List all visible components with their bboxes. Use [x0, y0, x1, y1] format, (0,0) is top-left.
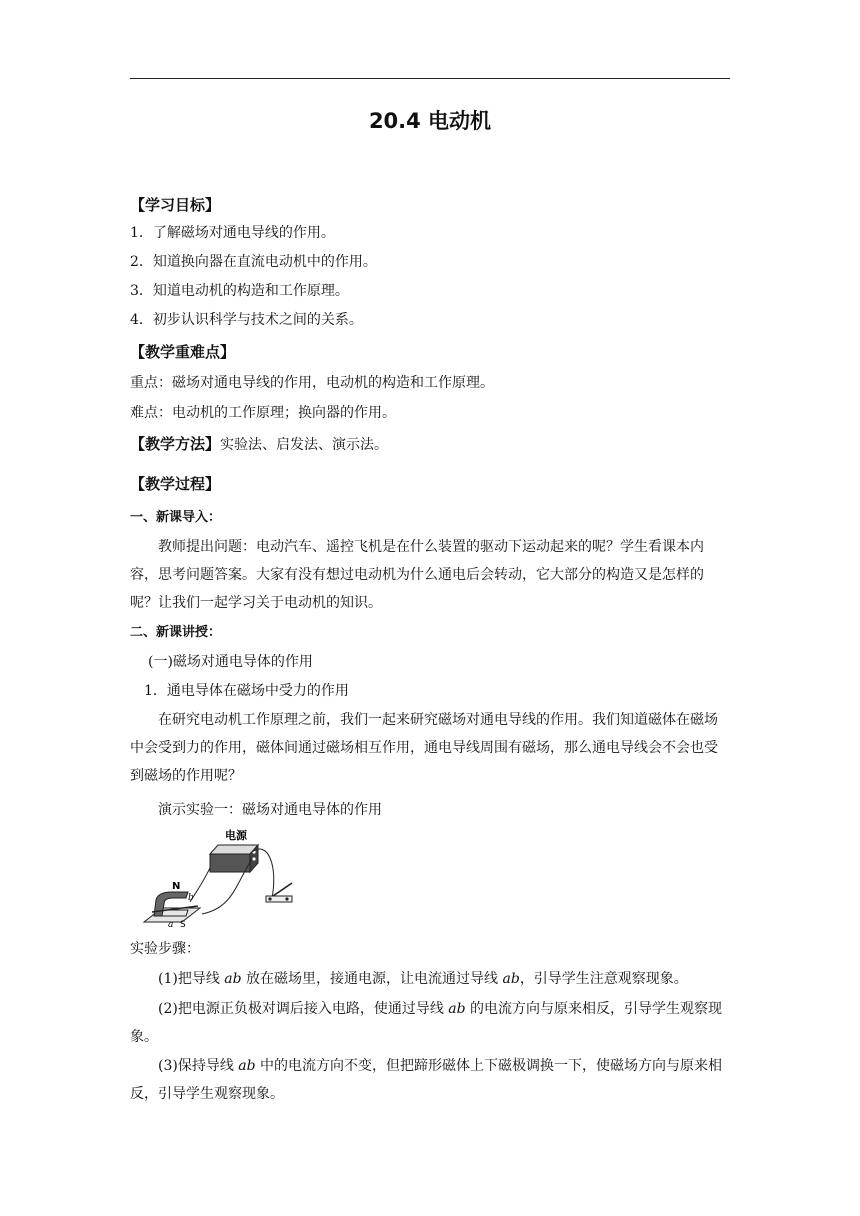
goal-item: 2．知道换向器在直流电动机中的作用。 [130, 254, 377, 270]
page-title: 20.4 电动机 [368, 109, 492, 133]
var-ab: ab [238, 1058, 256, 1074]
goal-item: 3．知道电动机的构造和工作原理。 [130, 283, 349, 299]
step-text: 放在磁场里，接通电源，让电流通过导线 [241, 971, 503, 987]
goal-item: 4．初步认识科学与技术之间的关系。 [130, 312, 363, 328]
step-2 [130, 995, 730, 1051]
step-text: 的电流方向与原来相反，引导学生观察现象。 [130, 1001, 723, 1045]
process-heading: 【教学过程】 [130, 475, 221, 493]
intro-paragraph: 教师提出问题：电动汽车、遥控飞机是在什么装置的驱动下运动起来的呢？学生看课本内容，思考问题答案。大家有没有想过电动机为什么通电后会转动，它大部分的构造又是怎样的呢？让我们一起学习关于电动机的知识。 [130, 539, 704, 611]
method-heading: 【教学方法】 [130, 435, 221, 453]
south-pole-label: S [180, 920, 186, 930]
var-ab: ab [502, 971, 520, 987]
lecture-paragraph: 在研究电动机工作原理之前，我们一起来研究磁场对通电导线的作用。我们知道磁体在磁场中会受到力的作用，磁体间通过磁场相互作用，通电导线周围有磁场，那么通电导线会不会也受到磁场的作用呢？ [130, 712, 718, 784]
var-ab: ab [448, 1001, 466, 1017]
north-pole-label: N [172, 881, 181, 892]
experiment-figure [140, 826, 305, 934]
goals-heading: 【学习目标】 [130, 196, 221, 214]
demo-title: 演示实验一：磁场对通电导体的作用 [158, 802, 382, 818]
point-a-label: a [168, 920, 174, 930]
difficult-points: 难点：电动机的工作原理；换向器的作用。 [130, 405, 396, 421]
subsection-1-1: 1．通电导体在磁场中受力的作用 [144, 683, 349, 699]
step-text: (2)把电源正负极对调后接入电路，使通过导线 [158, 1001, 449, 1017]
point-b-label: b [188, 893, 194, 903]
step-3 [130, 1052, 730, 1108]
var-ab: ab [224, 971, 242, 987]
subsection-1: (一)磁场对通电导体的作用 [148, 654, 313, 670]
step-text: (3)保持导线 [158, 1058, 239, 1074]
step-text: ，引导学生注意观察现象。 [519, 971, 688, 987]
lecture-heading: 二、新课讲授： [130, 625, 222, 640]
header-rule [130, 78, 730, 79]
intro-heading: 一、新课导入： [130, 510, 222, 525]
method-text: 实验法、启发法、演示法。 [220, 437, 389, 453]
step-1 [130, 965, 730, 993]
steps-heading: 实验步骤： [130, 941, 200, 957]
method-line [130, 430, 730, 459]
goal-item: 1．了解磁场对通电导线的作用。 [130, 225, 335, 241]
step-text: (1)把导线 [158, 971, 225, 987]
key-points: 重点：磁场对通电导线的作用，电动机的构造和工作原理。 [130, 375, 494, 391]
switch [266, 883, 292, 902]
step-text: 中的电流方向不变，但把蹄形磁体上下磁极调换一下，使磁场方向与原来相反，引导学生观察现象。 [130, 1058, 723, 1102]
power-label: 电源 [225, 829, 247, 842]
power-supply-box [210, 845, 258, 872]
key-heading: 【教学重难点】 [130, 343, 236, 361]
